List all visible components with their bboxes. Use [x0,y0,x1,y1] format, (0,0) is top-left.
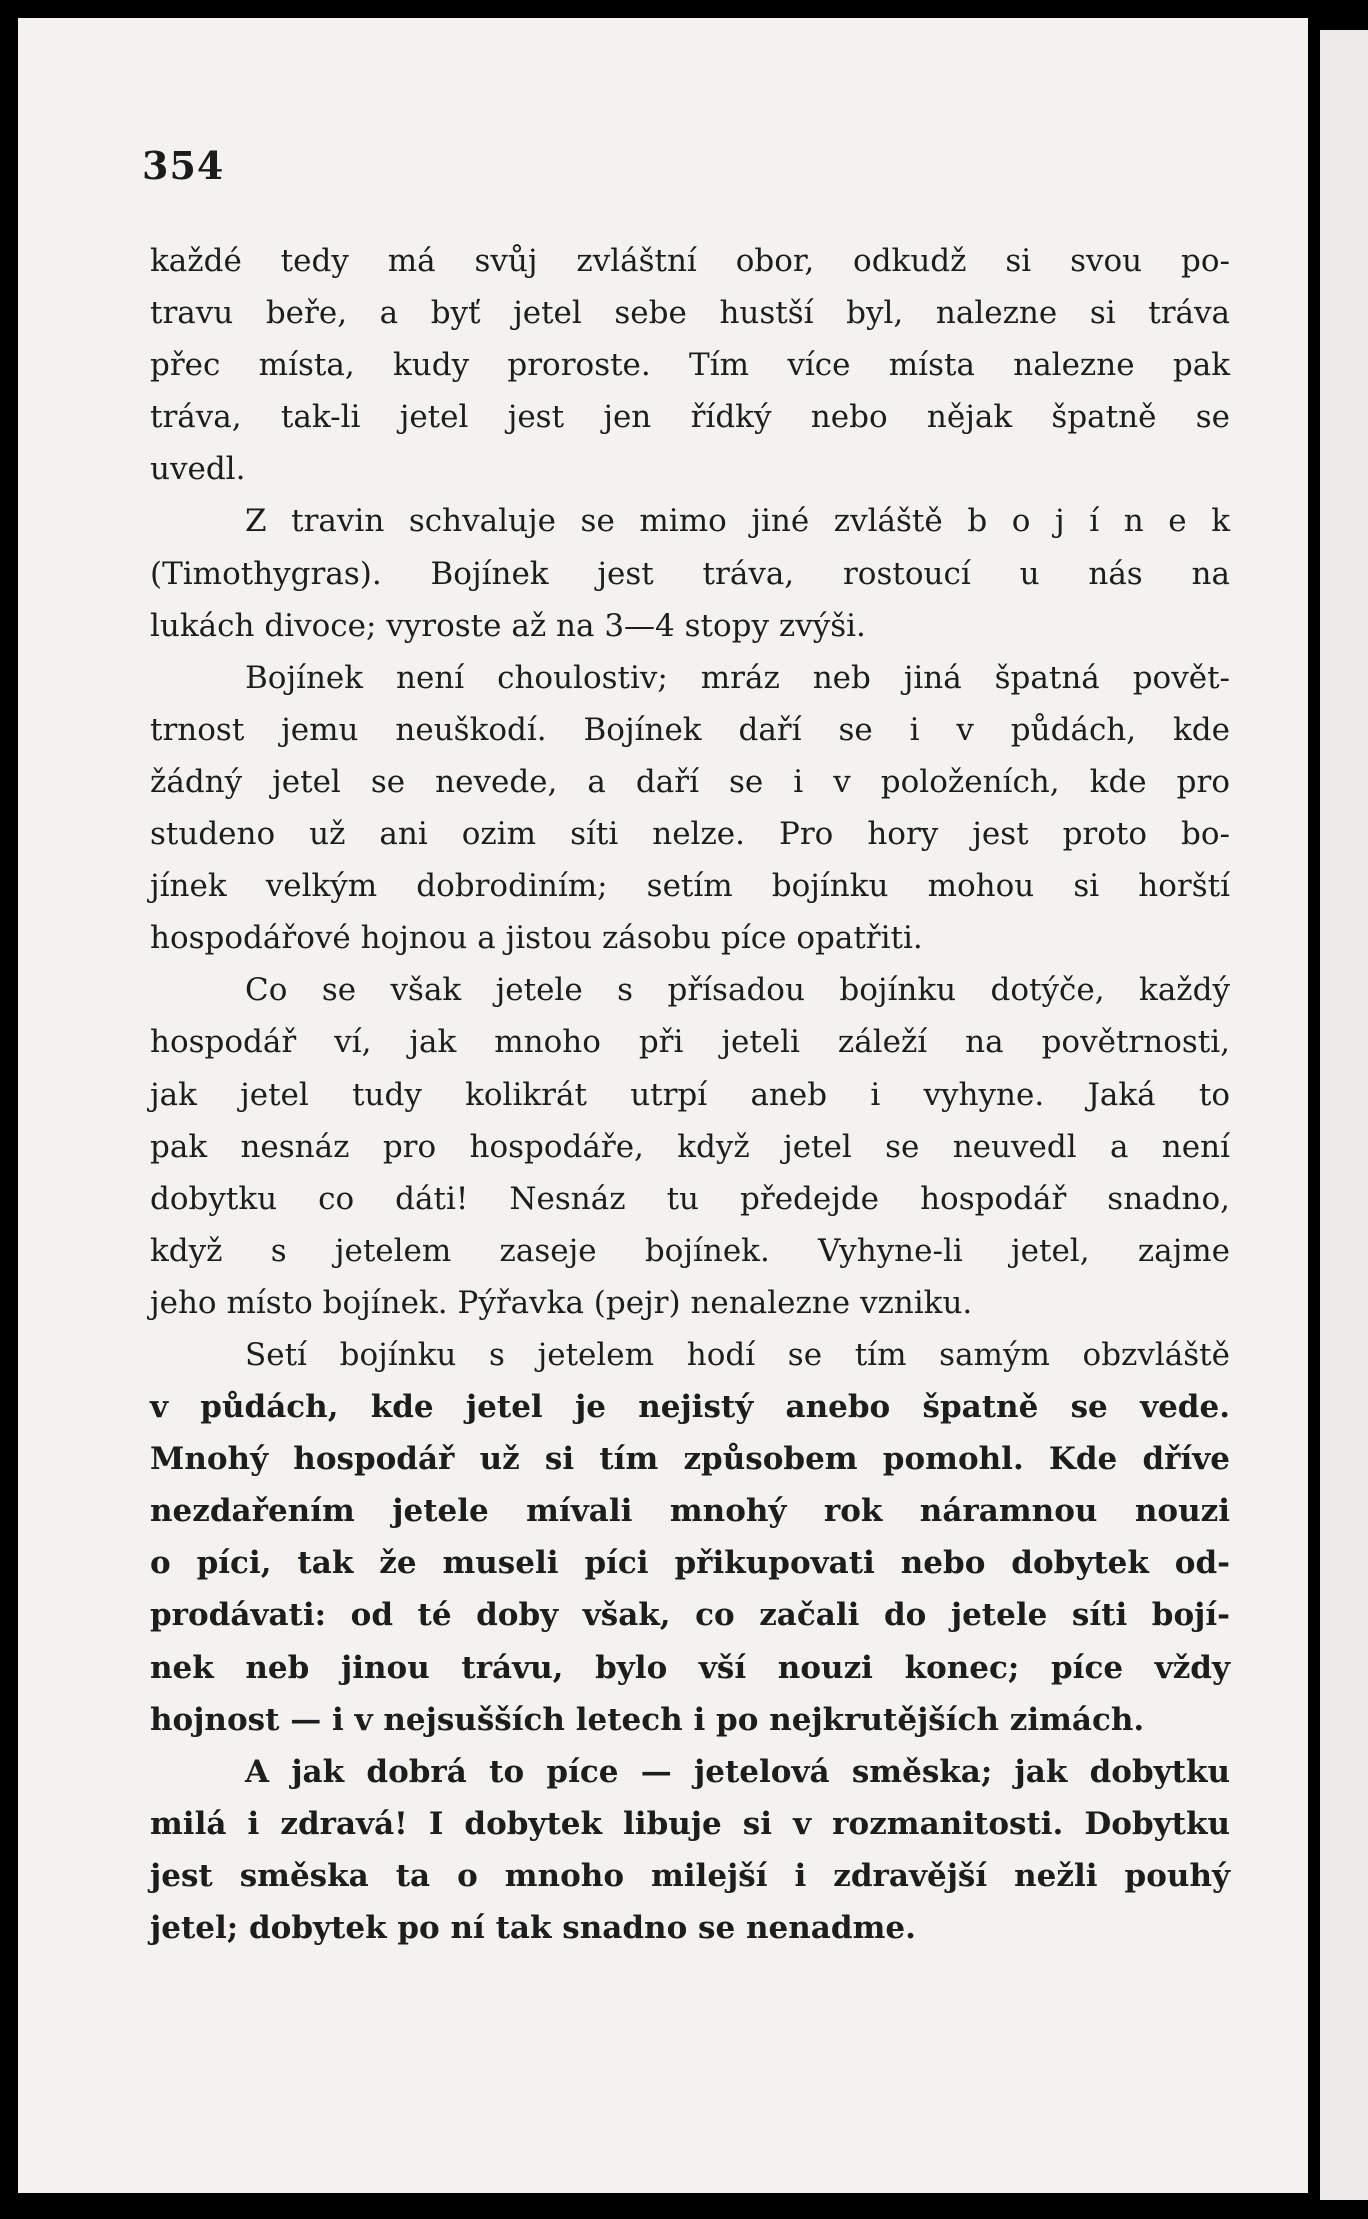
text-line: hojnost — i v nejsušších letech i po nejkrutějších zimách. [150,1701,1145,1738]
text-line: Z travin schvaluje se mimo jiné zvláště b o j í n e k [245,503,1230,540]
text-line: hospodář ví, jak mnoho při jeteli záleží na povětrnosti, [150,1024,1230,1061]
page-number: 354 [142,143,225,188]
text-line: Mnohý hospodář už si tím způsobem pomohl. Kde dříve [150,1441,1230,1478]
text-line: (Timothygras). Bojínek jest tráva, rostoucí u nás na [150,555,1230,592]
text-line: pak nesnáz pro hospodáře, když jetel se neuvedl a není [150,1128,1230,1165]
text-line: přec místa, kudy proroste. Tím více místa nalezne pak [150,347,1230,384]
text-line: když s jetelem zaseje bojínek. Vyhyne-li jetel, zajme [150,1232,1230,1269]
paragraph-4 [150,964,1230,1329]
paragraph-6 [150,1746,1230,1954]
text-line: milá i zdravá! I dobytek libuje si v rozmanitosti. Dobytku [150,1805,1230,1842]
text-line: lukách divoce; vyroste až na 3—4 stopy zvýši. [150,607,866,644]
text-line: v půdách, kde jetel je nejistý anebo špatně se vede. [150,1389,1230,1426]
text-line: prodávati: od té doby však, co začali do jetele síti bojí- [150,1597,1230,1634]
text-line: o píci, tak že museli píci přikupovati nebo dobytek od- [150,1545,1230,1582]
paragraph-5 [150,1329,1230,1746]
text-line: jak jetel tudy kolikrát utrpí aneb i vyhyne. Jaká to [150,1076,1230,1113]
text-line: tráva, tak-li jetel jest jen řídký nebo nějak špatně se [150,399,1230,436]
paragraph-3 [150,652,1230,965]
text-line: nek neb jinou trávu, bylo vší nouzi konec; píce vždy [150,1649,1230,1686]
text-line: jeho místo bojínek. Pýřavka (pejr) nenalezne vzniku. [150,1284,973,1321]
text-line: nezdařením jetele mívali mnohý rok náramnou nouzi [150,1493,1230,1530]
adjacent-page-edge [1320,30,1368,2200]
text-line: dobytku co dáti! Nesnáz tu předejde hospodář snadno, [150,1180,1230,1217]
text-line: Co se však jetele s přísadou bojínku dotýče, každý [245,972,1230,1009]
text-line: studeno už ani ozim síti nelze. Pro hory jest proto bo- [150,816,1230,853]
text-line: trnost jemu neuškodí. Bojínek daří se i v půdách, kde [150,711,1230,748]
text-line: A jak dobrá to píce — jetelová směska; jak dobytku [245,1753,1230,1790]
text-line: Setí bojínku s jetelem hodí se tím samým obzvláště [245,1336,1230,1373]
text-line: uvedl. [150,451,246,488]
text-line: hospodářové hojnou a jistou zásobu píce opatřiti. [150,920,923,957]
paragraph-1 [150,235,1230,495]
text-line: žádný jetel se nevede, a daří se i v položeních, kde pro [150,763,1230,800]
text-line: jínek velkým dobrodiním; setím bojínku mohou si horští [150,868,1230,905]
text-line: každé tedy má svůj zvláštní obor, odkudž si svou po- [150,243,1230,279]
text-line: Bojínek není choulostiv; mráz neb jiná špatná povět- [245,659,1230,696]
text-line: travu beře, a byť jetel sebe hustší byl, nalezne si tráva [150,295,1230,332]
body-text [150,235,1230,1954]
text-line: jest směska ta o mnoho milejší i zdravější nežli pouhý [150,1857,1230,1894]
paragraph-2 [150,495,1230,651]
text-line: jetel; dobytek po ní tak snadno se nenadme. [150,1910,916,1946]
